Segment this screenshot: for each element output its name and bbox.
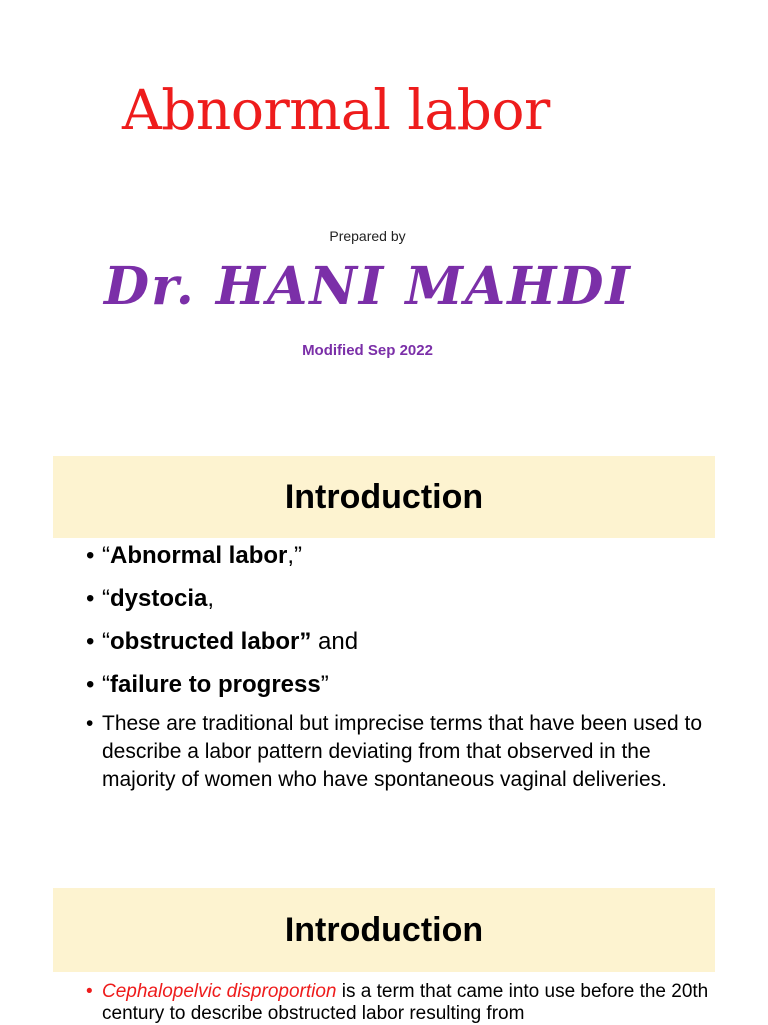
modified-date: Modified Sep 2022 <box>302 342 433 359</box>
bullet-item <box>86 585 726 613</box>
introduction-heading-band <box>53 888 715 972</box>
bullet-item <box>86 628 726 656</box>
term-bold: Abnormal labor <box>110 542 288 569</box>
term-italic: Cephalopelvic disproportion <box>102 981 337 1002</box>
bullet-item <box>86 981 726 1025</box>
terms-bullet-list <box>86 542 726 794</box>
term-bold: failure to progress <box>110 671 321 698</box>
quote-open: “ <box>102 542 110 569</box>
title-slide <box>0 0 768 440</box>
bullet-item <box>86 671 726 699</box>
quote-open: “ <box>102 585 110 612</box>
term-bold: obstructed labor” <box>110 628 312 655</box>
quote-open: “ <box>102 671 110 698</box>
term-suffix: , <box>207 585 215 612</box>
bullet-item <box>86 542 726 570</box>
quote-open: “ <box>102 628 110 655</box>
prepared-by-label: Prepared by <box>329 228 406 244</box>
section-heading: Introduction <box>284 477 484 516</box>
slide-title: Abnormal labor <box>122 78 550 142</box>
author-name: Dr. HANI MAHDI <box>104 256 632 317</box>
bullet-text: is a term that came into use before the 20th century to describe obstructed labor resulting from <box>102 981 709 1024</box>
cpd-bullet-list <box>86 981 726 1025</box>
term-bold: dystocia <box>110 585 208 612</box>
description-bullet: • These are traditional but imprecise terms that have been used to describe a labor pattern deviating from that observed in the majority of women who have spontaneous vaginal deliveries. <box>86 710 726 794</box>
term-suffix: ,” <box>287 542 303 569</box>
section-heading: Introduction <box>284 910 484 949</box>
introduction-heading-band <box>53 456 715 538</box>
term-suffix: ” <box>320 671 329 698</box>
term-suffix: and <box>311 628 359 655</box>
